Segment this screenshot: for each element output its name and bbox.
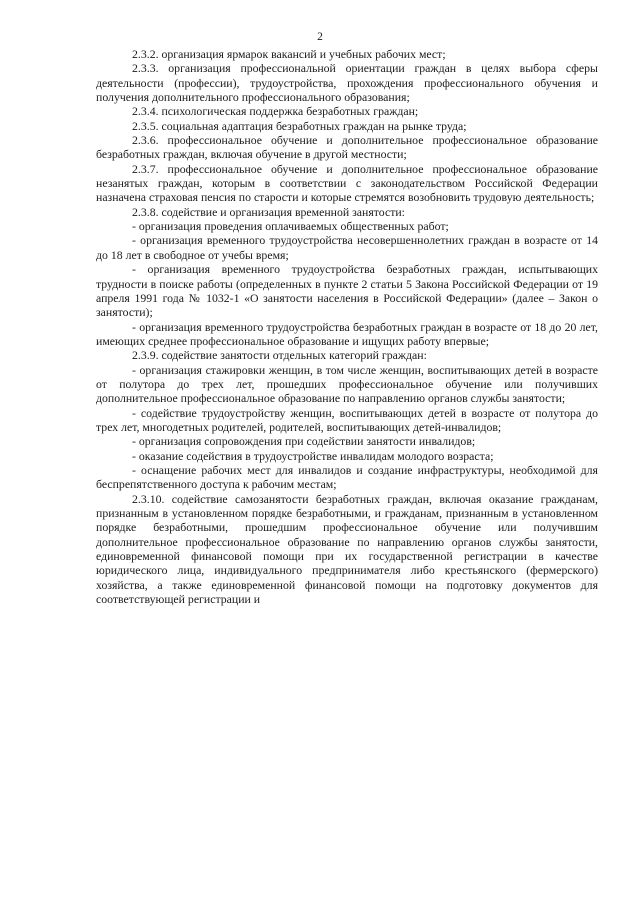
paragraph-2-3-4: 2.3.4. психологическая поддержка безработных граждан; bbox=[132, 104, 419, 119]
list-item-public-works: - организация проведения оплачиваемых общественных работ; bbox=[132, 219, 449, 234]
paragraph-2-3-9: 2.3.9. содействие занятости отдельных категорий граждан: bbox=[132, 348, 427, 363]
paragraph-2-3-2: 2.3.2. организация ярмарок вакансий и учебных рабочих мест; bbox=[132, 47, 446, 61]
paragraph-2-3-10: 2.3.10. содействие самозанятости безработных граждан, включая оказание гражданам, признанным в установленном порядке безработными, и гражданам, признанным в установленном порядке безработными, прошедшим профессиональное обучение или получившим дополнительное профессиональное образование по направлению органов службы занятости, единовременной финансовой помощи при их государственной регистрации в качестве юридического лица, индивидуального предпринимателя либо крестьянского (фермерского) хозяйства, а также единовременной финансовой помощи на подготовку документов для соответствующей регистрации и bbox=[96, 491, 598, 607]
list-item-young-graduates: - организация временного трудоустройства безработных граждан в возрасте от 18 до 20 лет, имеющих среднее профессиональное образование и ищущих работу впервые; bbox=[96, 319, 598, 348]
list-item-workplace-equipment: - оснащение рабочих мест для инвалидов и создание инфраструктуры, необходимой для беспрепятственного доступа к рабочим местам; bbox=[96, 462, 598, 492]
list-item-difficult-job-search: - организация временного трудоустройства безработных граждан, испытывающих трудности в поиске работы (определенных в пункте 2 статьи 5 Закона Российской Федерации от 19 апреля 1991 года № 1032-1 «О занятости населения в Российской Федерации» (далее – Закон о занятости); bbox=[96, 262, 598, 320]
document-body bbox=[96, 47, 598, 606]
list-item-minors-employment: - организация временного трудоустройства несовершеннолетних граждан в возрасте от 14 до 18 лет в свободное от учебы время; bbox=[96, 233, 598, 262]
paragraph-2-3-3: 2.3.3. организация профессиональной ориентации граждан в целях выбора сферы деятельности (профессии), трудоустройства, прохождения профессионального обучения и получения дополнительного профессионального образования; bbox=[96, 61, 598, 105]
page-number: 2 bbox=[317, 31, 323, 43]
paragraph-2-3-8: 2.3.8. содействие и организация временной занятости: bbox=[132, 204, 405, 219]
list-item-disabled-support: - организация сопровождения при содействии занятости инвалидов; bbox=[132, 434, 476, 449]
paragraph-2-3-7: 2.3.7. профессиональное обучение и дополнительное профессиональное образование незанятых граждан, которым в соответствии с законодательством Российской Федерации назначена страховая пенсия по старости и которые стремятся возобновить трудовую деятельность; bbox=[96, 161, 598, 205]
list-item-women-internship: - организация стажировки женщин, в том числе женщин, воспитывающих детей в возрасте от полутора до трех лет, прошедших профессиональное обучение или получивших дополнительное профессиональное образование по направлению органов службы занятости; bbox=[96, 362, 598, 406]
paragraph-2-3-6: 2.3.6. профессиональное обучение и дополнительное профессиональное образование безработных граждан, включая обучение в другой местности; bbox=[96, 133, 598, 162]
list-item-young-disabled: - оказание содействия в трудоустройстве инвалидам молодого возраста; bbox=[132, 448, 494, 463]
list-item-women-employment: - содействие трудоустройству женщин, воспитывающих детей в возрасте от полутора до трех лет, многодетных родителей, родителей, воспитывающих детей-инвалидов; bbox=[96, 405, 598, 434]
paragraph-2-3-5: 2.3.5. социальная адаптация безработных граждан на рынке труда; bbox=[132, 118, 467, 133]
